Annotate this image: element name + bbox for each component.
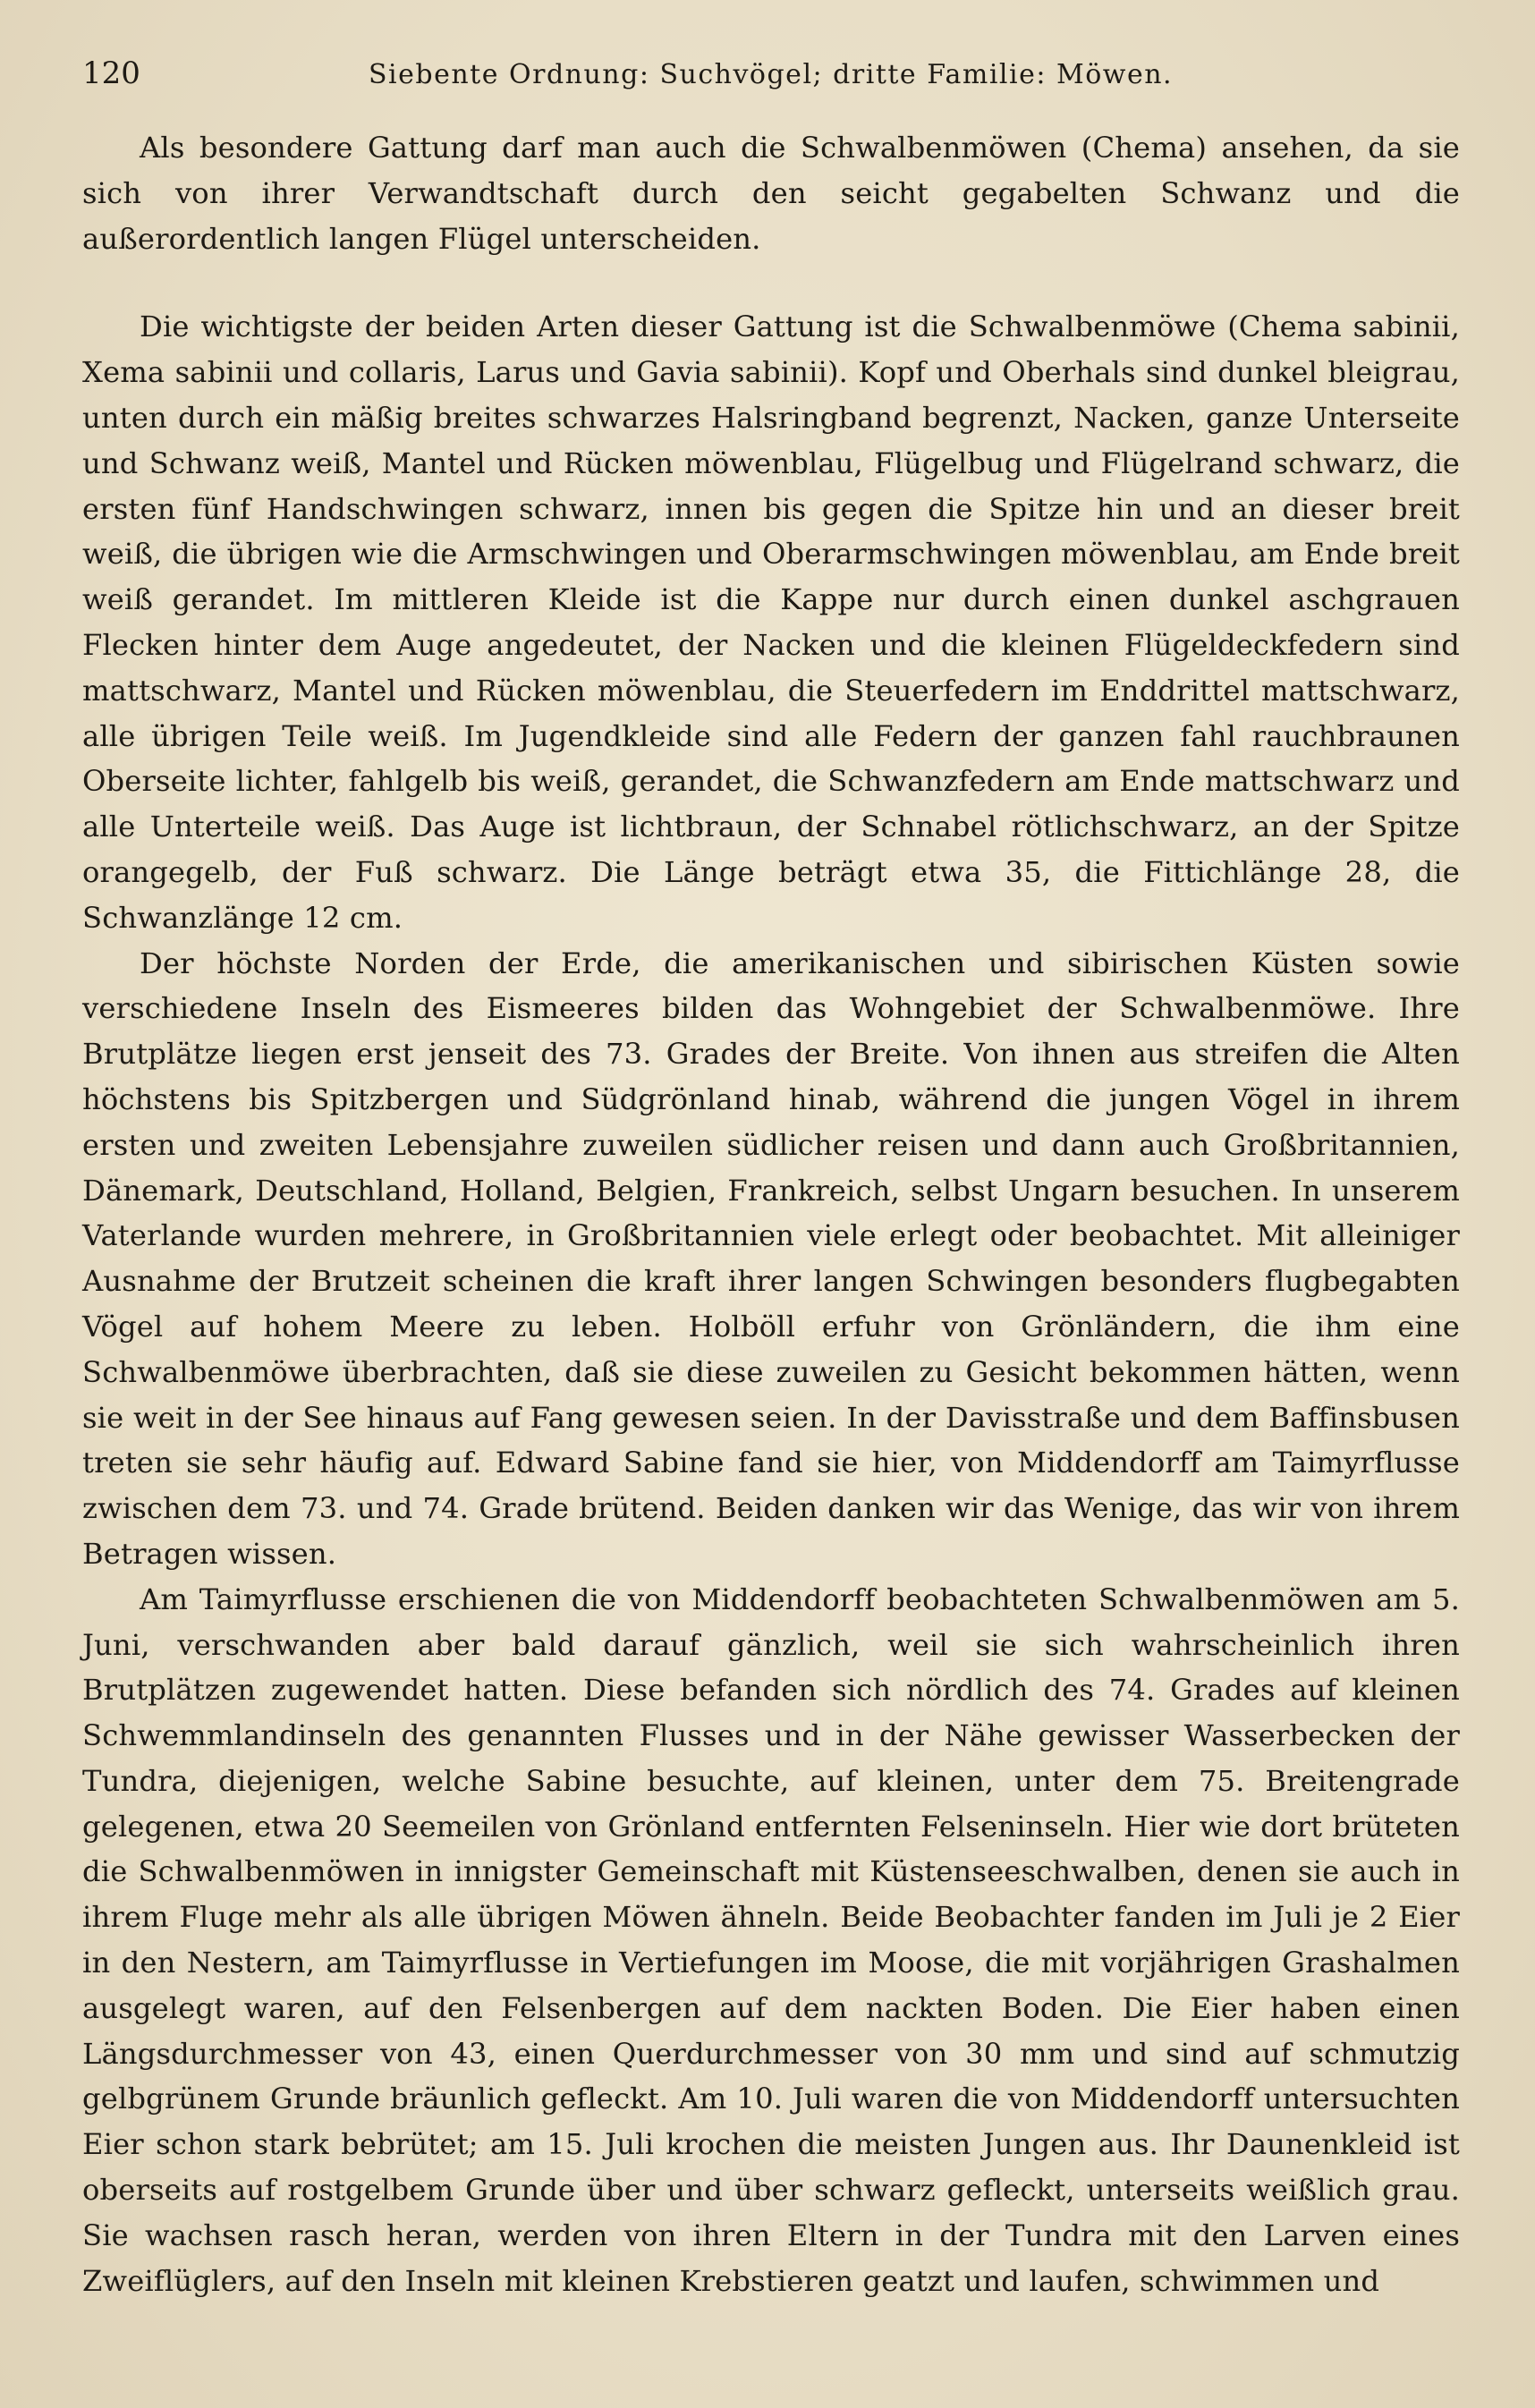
paragraph-breeding: Am Taimyrflusse erschienen die von Middendorff beobachteten Schwalbenmöwen am 5. Juni, verschwanden aber bald darauf gänzlich, weil sie sich wahrscheinlich ihren Brutplätzen zugewendet hatten. Diese befanden sich nördlich des 74. Grades auf kleinen Schwemmlandinseln des genannten Flusses und in der Nähe gewisser Wasserbecken der Tundra, diejenigen, welche Sabine besuchte, auf kleinen, unter dem 75. Breitengrade gelegenen, etwa 20 Seemeilen von Grönland entfernten Felseninseln. Hier wie dort brüteten die Schwalbenmöwen in innigster Gemeinschaft mit Küstenseeschwalben, denen sie auch in ihrem Fluge mehr als alle übrigen Möwen ähneln. Beide Beobachter fanden im Juli je 2 Eier in den Nestern, am Taimyrflusse in Vertiefungen im Moose, die mit vorjährigen Grashalmen ausgelegt waren, auf den Felsenbergen auf dem nackten Boden. Die Eier haben einen Längsdurchmesser von 43, einen Querdurchmesser von 30 mm und sind auf schmutzig gelbgrünem Grunde bräunlich gefleckt. Am 10. Juli waren die von Middendorff untersuchten Eier schon stark bebrütet; am 15. Juli krochen die meisten Jungen aus. Ihr Daunenkleid ist oberseits auf rostgelbem Grunde über und über schwarz gefleckt, unterseits weißlich grau. Sie wachsen rasch heran, werden von ihren Eltern in der Tundra mit den Larven eines Zweiflüglers, auf den Inseln mit kleinen Krebstieren geatzt und laufen, schwimmen und [82,1581,1460,2298]
running-head [82,55,1460,109]
paragraph-description: Die wichtigste der beiden Arten dieser Gattung ist die Schwalbenmöwe (Chema sabinii, Xema sabinii und collaris, Larus und Gavia sabinii). Kopf und Oberhals sind dunkel bleigrau, unten durch ein mäßig breites schwarzes Halsringband begrenzt, Nacken, ganze Unterseite und Schwanz weiß, Mantel und Rücken möwenblau, Flügelbug und Flügelrand schwarz, die ersten fünf Handschwingen schwarz, innen bis gegen die Spitze hin und an dieser breit weiß, die übrigen wie die Armschwingen und Oberarmschwingen möwenblau, am Ende breit weiß gerandet. Im mittleren Kleide ist die Kappe nur durch einen dunkel aschgrauen Flecken hinter dem Auge angedeutet, der Nacken und die kleinen Flügeldeckfedern sind mattschwarz, Mantel und Rücken möwenblau, die Steuerfedern im Enddrittel mattschwarz, alle übrigen Teile weiß. Im Jugendkleide sind alle Federn der ganzen fahl rauchbraunen Oberseite lichter, fahlgelb bis weiß, gerandet, die Schwanzfedern am Ende mattschwarz und alle Unterteile weiß. Das Auge ist lichtbraun, der Schnabel rötlichschwarz, an der Spitze orangegelb, der Fuß schwarz. Die Länge beträgt etwa 35, die Fittichlänge 28, die Schwanzlänge 12 cm. [82,309,1460,935]
page-number: 120 [82,55,140,91]
paragraph-distribution: Der höchste Norden der Erde, die amerikanischen und sibirischen Küsten sowie verschiedene Inseln des Eismeeres bilden das Wohngebiet der Schwalbenmöwe. Ihre Brutplätze liegen erst jenseit des 73. Grades der Breite. Von ihnen aus streifen die Alten höchstens bis Spitzbergen und Südgrönland hinab, während die jungen Vögel in ihrem ersten und zweiten Lebensjahre zuweilen südlicher reisen und dann auch Großbritannien, Dänemark, Deutschland, Holland, Belgien, Frankreich, selbst Ungarn besuchen. In unserem Vaterlande wurden mehrere, in Großbritannien viele erlegt oder beobachtet. Mit alleiniger Ausnahme der Brutzeit scheinen die kraft ihrer langen Schwingen besonders flugbegabten Vögel auf hohem Meere zu leben. Holböll erfuhr von Grönländern, die ihm eine Schwalbenmöwe überbrachten, daß sie diese zuweilen zu Gesicht bekommen hätten, wenn sie weit in der See hinaus auf Fang gewesen seien. In der Davisstraße und dem Baffinsbusen treten sie sehr häufig auf. Edward Sabine fand sie hier, von Middendorff am Taimyrflusse zwischen dem 73. und 74. Grade brütend. Beiden danken wir das Wenige, das wir von ihrem Betragen wissen. [82,945,1460,1571]
paragraph-schwalbenmoewen-intro: Als besondere Gattung darf man auch die Schwalbenmöwen (Chema) ansehen, da sie sich von ihrer Verwandtschaft durch den seicht gegabelten Schwanz und die außerordentlich langen Flügel unterscheiden. [82,131,1460,256]
body-text [82,125,1460,2303]
running-head-title: Siebente Ordnung: Suchvögel; dritte Familie: Möwen. [369,59,1174,90]
